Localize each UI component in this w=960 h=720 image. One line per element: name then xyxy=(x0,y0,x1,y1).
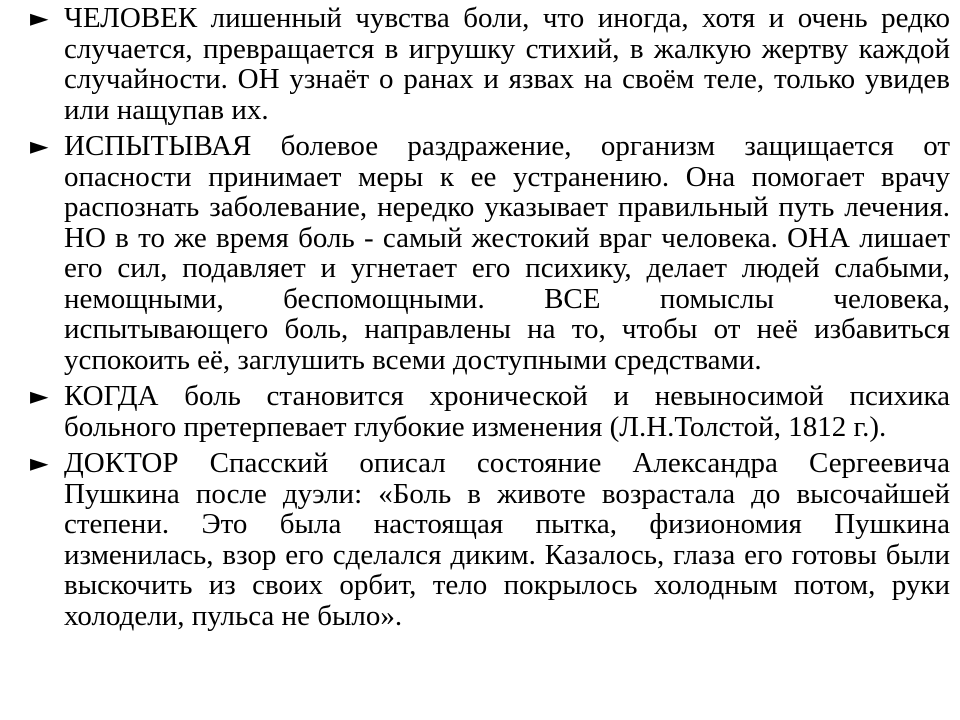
bullet-item xyxy=(30,3,950,125)
bullet-item xyxy=(30,381,950,442)
bullet-arrow-icon: ► xyxy=(30,132,49,160)
bullet-text: ДОКТОР Спасский описал состояние Александра Сергеевича Пушкина после дуэли: «Боль в животе возрастала до высочайшей степени. Это была настоящая пытка, физиономия Пушкина изменилась, взор его сделался диким. Казалось, глаза его готовы были выскочить из своих орбит, тело покрылось холодным потом, руки холодели, пульса не было». xyxy=(64,447,950,632)
bullet-item xyxy=(30,131,950,375)
bullet-arrow-icon: ► xyxy=(30,4,49,32)
bullet-arrow-icon: ► xyxy=(30,382,49,410)
bullet-item xyxy=(30,448,950,631)
bullet-arrow-icon: ► xyxy=(30,449,49,477)
bullet-text: ЧЕЛОВЕК лишенный чувства боли, что иногда, хотя и очень редко случается, превращается в игрушку стихий, в жалкую жертву каждой случайности. ОН узнаёт о ранах и язвах на своём теле, только увидев или нащупав их. xyxy=(64,2,950,126)
bullet-text: КОГДА боль становится хронической и невыносимой психика больного претерпевает глубокие изменения (Л.Н.Толстой, 1812 г.). xyxy=(64,380,950,443)
bullet-text: ИСПЫТЫВАЯ болевое раздражение, организм защищается от опасности принимает меры к ее устранению. Она помогает врачу распознать заболевание, нередко указывает правильный путь лечения. НО в то же время боль - самый жестокий враг человека. ОНА лишает его сил, подавляет и угнетает его психику, делает людей слабыми, немощными, беспомощными. ВСЕ помыслы человека, испытывающего боль, направлены на то, чтобы от неё избавиться успокоить её, заглушить всеми доступными средствами. xyxy=(64,130,950,376)
bullet-list xyxy=(30,3,950,637)
